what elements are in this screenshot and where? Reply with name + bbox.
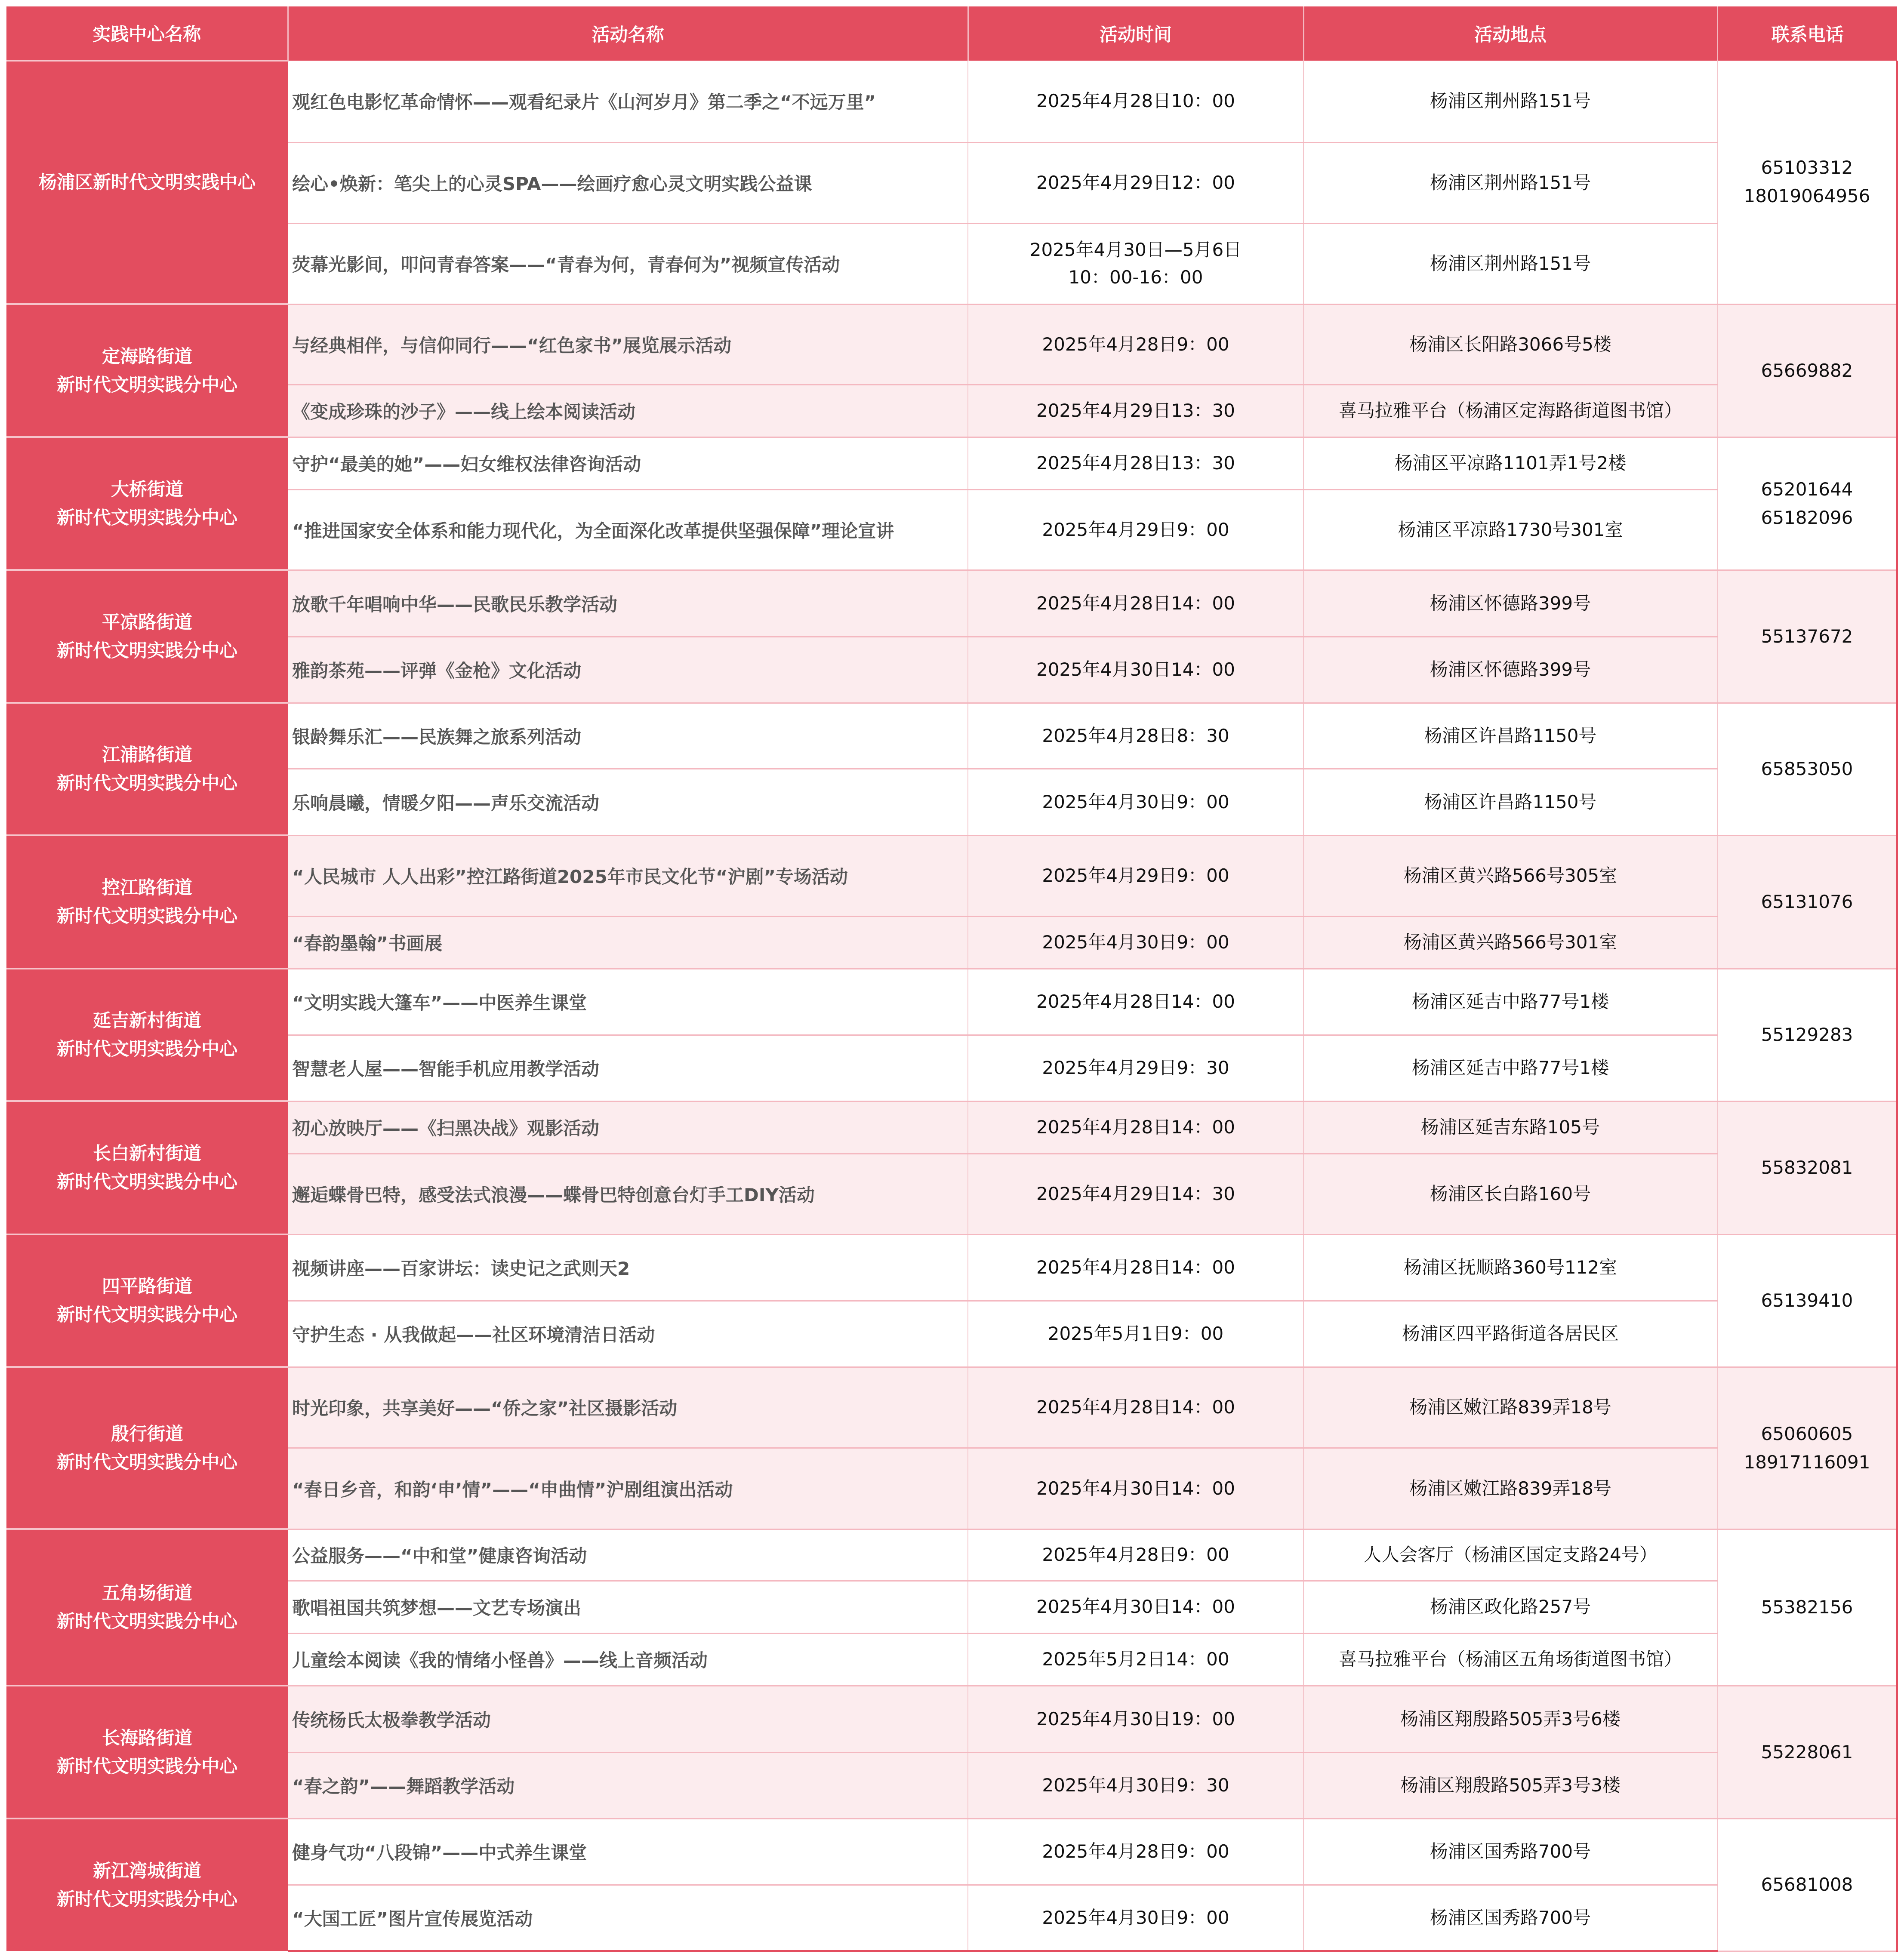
center-name-line: 定海路街道 xyxy=(102,345,192,367)
activity-schedule-table xyxy=(6,6,1898,1952)
phone-number: 65139410 xyxy=(1761,1290,1853,1311)
contact-phone xyxy=(1717,1101,1897,1234)
time-line: 2025年4月30日14：00 xyxy=(1036,1477,1235,1499)
phone-number: 55137672 xyxy=(1761,625,1853,647)
time-line: 2025年4月28日14：00 xyxy=(1036,991,1235,1012)
time-line: 2025年4月30日14：00 xyxy=(1036,1596,1235,1617)
table-row xyxy=(6,142,1897,223)
activity-location: 杨浦区延吉东路105号 xyxy=(1303,1101,1717,1154)
time-line: 2025年5月1日9：00 xyxy=(1048,1323,1224,1344)
time-line: 2025年4月28日10：00 xyxy=(1036,90,1235,112)
table-row xyxy=(6,1686,1897,1752)
activity-location: 杨浦区荆州路151号 xyxy=(1303,61,1717,142)
activity-name: 儿童绘本阅读《我的情绪小怪兽》——线上音频活动 xyxy=(288,1633,968,1686)
center-name-line: 四平路街道 xyxy=(102,1276,192,1297)
time-line: 10：00-16：00 xyxy=(1068,267,1203,288)
activity-location: 杨浦区许昌路1150号 xyxy=(1303,769,1717,835)
center-name-line: 江浦路街道 xyxy=(102,744,192,765)
activity-time xyxy=(968,570,1303,637)
center-name-line: 新时代文明实践分中心 xyxy=(56,772,237,794)
time-line: 2025年4月28日14：00 xyxy=(1036,1397,1235,1418)
activity-name: 守护“最美的她”——妇女维权法律咨询活动 xyxy=(288,437,968,489)
table-row xyxy=(6,769,1897,835)
center-name-line: 长海路街道 xyxy=(102,1727,192,1748)
center-name-line: 新时代文明实践分中心 xyxy=(56,1451,237,1473)
activity-location: 杨浦区抚顺路360号112室 xyxy=(1303,1234,1717,1301)
contact-phone xyxy=(1717,1686,1897,1819)
practice-center-name xyxy=(6,703,288,835)
phone-number: 55129283 xyxy=(1761,1024,1853,1045)
activity-location: 杨浦区平凉路1730号301室 xyxy=(1303,489,1717,570)
contact-phone xyxy=(1717,969,1897,1101)
contact-phone xyxy=(1717,437,1897,570)
table-row xyxy=(6,969,1897,1035)
practice-center-name xyxy=(6,1819,288,1951)
contact-phone xyxy=(1717,703,1897,835)
time-line: 2025年4月30日9：00 xyxy=(1042,1907,1229,1928)
time-line: 2025年4月28日13：30 xyxy=(1036,452,1235,474)
activity-name: “大国工匠”图片宣传展览活动 xyxy=(288,1885,968,1951)
activity-name: 乐响晨曦，情暖夕阳——声乐交流活动 xyxy=(288,769,968,835)
contact-phone xyxy=(1717,1529,1897,1686)
activity-time xyxy=(968,769,1303,835)
activity-name: 荧幕光影间，叩问青春答案——“青春为何，青春何为”视频宣传活动 xyxy=(288,223,968,304)
activity-name: “春韵墨翰”书画展 xyxy=(288,916,968,969)
phone-number: 65060605 xyxy=(1761,1423,1853,1444)
activity-time xyxy=(968,61,1303,142)
activity-name: 观红色电影忆革命情怀——观看纪录片《山河岁月》第二季之“不远万里” xyxy=(288,61,968,142)
activity-name: 守护生态 · 从我做起——社区环境清洁日活动 xyxy=(288,1301,968,1367)
table-row xyxy=(6,1581,1897,1633)
table-row xyxy=(6,1448,1897,1529)
table-row xyxy=(6,1154,1897,1234)
center-name-line: 新江湾城街道 xyxy=(92,1860,201,1881)
activity-name: 歌唱祖国共筑梦想——文艺专场演出 xyxy=(288,1581,968,1633)
practice-center-name xyxy=(6,1686,288,1819)
table-row xyxy=(6,1301,1897,1367)
table-row xyxy=(6,304,1897,385)
column-header-phone: 联系电话 xyxy=(1717,6,1897,61)
activity-location: 杨浦区荆州路151号 xyxy=(1303,223,1717,304)
activity-location: 喜马拉雅平台（杨浦区五角场街道图书馆） xyxy=(1303,1633,1717,1686)
activity-time xyxy=(968,1529,1303,1581)
activity-location: 喜马拉雅平台（杨浦区定海路街道图书馆） xyxy=(1303,385,1717,437)
activity-name: “推进国家安全体系和能力现代化，为全面深化改革提供坚强保障”理论宣讲 xyxy=(288,489,968,570)
phone-number: 55382156 xyxy=(1761,1597,1853,1618)
activity-name: 银龄舞乐汇——民族舞之旅系列活动 xyxy=(288,703,968,769)
activity-time xyxy=(968,969,1303,1035)
time-line: 2025年4月29日12：00 xyxy=(1036,172,1235,193)
center-name-line: 延吉新村街道 xyxy=(92,1010,201,1031)
activity-location: 杨浦区国秀路700号 xyxy=(1303,1819,1717,1885)
activity-location: 杨浦区延吉中路77号1楼 xyxy=(1303,969,1717,1035)
time-line: 2025年4月28日9：00 xyxy=(1042,333,1229,355)
practice-center-name xyxy=(6,1101,288,1234)
activity-time xyxy=(968,835,1303,916)
activity-time xyxy=(968,1448,1303,1529)
center-name-line: 长白新村街道 xyxy=(92,1143,201,1164)
table-row xyxy=(6,1885,1897,1951)
practice-center-name xyxy=(6,969,288,1101)
table-body xyxy=(6,61,1897,1951)
center-name-line: 新时代文明实践分中心 xyxy=(56,1038,237,1059)
table-row xyxy=(6,637,1897,703)
table-row xyxy=(6,223,1897,304)
center-name-line: 新时代文明实践分中心 xyxy=(56,507,237,528)
time-line: 2025年4月29日9：30 xyxy=(1042,1057,1229,1078)
time-line: 2025年4月28日9：00 xyxy=(1042,1544,1229,1565)
activity-name: 健身气功“八段锦”——中式养生课堂 xyxy=(288,1819,968,1885)
contact-phone xyxy=(1717,1819,1897,1951)
column-header-activity: 活动名称 xyxy=(288,6,968,61)
phone-number: 65103312 xyxy=(1761,157,1853,178)
column-header-center: 实践中心名称 xyxy=(6,6,288,61)
activity-time xyxy=(968,223,1303,304)
column-header-location: 活动地点 xyxy=(1303,6,1717,61)
activity-name: 《变成珍珠的沙子》——线上绘本阅读活动 xyxy=(288,385,968,437)
practice-center-name xyxy=(6,61,288,304)
table-row xyxy=(6,489,1897,570)
activity-time xyxy=(968,637,1303,703)
activity-name: “文明实践大篷车”——中医养生课堂 xyxy=(288,969,968,1035)
activity-name: 与经典相伴，与信仰同行——“红色家书”展览展示活动 xyxy=(288,304,968,385)
activity-time xyxy=(968,489,1303,570)
activity-time xyxy=(968,437,1303,489)
table-row xyxy=(6,570,1897,637)
phone-number: 65853050 xyxy=(1761,758,1853,779)
table-row xyxy=(6,916,1897,969)
activity-time xyxy=(968,1154,1303,1234)
center-name-line: 控江路街道 xyxy=(102,877,192,898)
center-name-line: 新时代文明实践分中心 xyxy=(56,1304,237,1325)
activity-time xyxy=(968,1581,1303,1633)
contact-phone xyxy=(1717,570,1897,703)
phone-number: 65182096 xyxy=(1761,507,1853,528)
practice-center-name xyxy=(6,304,288,437)
activity-location: 杨浦区国秀路700号 xyxy=(1303,1885,1717,1951)
phone-number: 55228061 xyxy=(1761,1741,1853,1763)
activity-location: 杨浦区政化路257号 xyxy=(1303,1581,1717,1633)
contact-phone xyxy=(1717,835,1897,969)
phone-number: 65201644 xyxy=(1761,478,1853,500)
practice-center-name xyxy=(6,437,288,570)
phone-number: 65131076 xyxy=(1761,891,1853,912)
activity-time xyxy=(968,1301,1303,1367)
activity-location: 杨浦区嫩江路839弄18号 xyxy=(1303,1448,1717,1529)
time-line: 2025年4月28日14：00 xyxy=(1036,1117,1235,1138)
activity-time xyxy=(968,1234,1303,1301)
time-line: 2025年4月28日14：00 xyxy=(1036,592,1235,614)
activity-location: 人人会客厅（杨浦区国定支路24号） xyxy=(1303,1529,1717,1581)
table-row xyxy=(6,61,1897,142)
time-line: 2025年4月30日14：00 xyxy=(1036,659,1235,680)
column-header-time: 活动时间 xyxy=(968,6,1303,61)
center-name-line: 新时代文明实践分中心 xyxy=(56,1889,237,1910)
activity-name: 雅韵茶苑——评弹《金枪》文化活动 xyxy=(288,637,968,703)
activity-location: 杨浦区平凉路1101弄1号2楼 xyxy=(1303,437,1717,489)
practice-center-name xyxy=(6,835,288,969)
center-name-line: 五角场街道 xyxy=(102,1582,192,1603)
table-row xyxy=(6,1752,1897,1819)
time-line: 2025年4月28日9：00 xyxy=(1042,1841,1229,1862)
time-line: 2025年4月29日9：00 xyxy=(1042,519,1229,540)
time-line: 2025年4月28日14：00 xyxy=(1036,1257,1235,1278)
time-line: 2025年5月2日14：00 xyxy=(1042,1649,1229,1670)
activity-name: “春之韵”——舞蹈教学活动 xyxy=(288,1752,968,1819)
activity-name: “人民城市 人人出彩”控江路街道2025年市民文化节“沪剧”专场活动 xyxy=(288,835,968,916)
table-row xyxy=(6,1633,1897,1686)
activity-name: “春日乡音，和韵‘申’情”——“申曲情”沪剧组演出活动 xyxy=(288,1448,968,1529)
time-line: 2025年4月30日9：00 xyxy=(1042,791,1229,812)
center-name-line: 殷行街道 xyxy=(111,1423,183,1444)
contact-phone xyxy=(1717,61,1897,304)
table-header-row xyxy=(6,6,1897,61)
center-name-line: 平凉路街道 xyxy=(102,611,192,633)
activity-time xyxy=(968,1819,1303,1885)
activity-location: 杨浦区怀德路399号 xyxy=(1303,570,1717,637)
activity-time xyxy=(968,1885,1303,1951)
activity-location: 杨浦区嫩江路839弄18号 xyxy=(1303,1367,1717,1448)
table-row xyxy=(6,1529,1897,1581)
time-line: 2025年4月29日9：00 xyxy=(1042,865,1229,886)
activity-location: 杨浦区怀德路399号 xyxy=(1303,637,1717,703)
time-line: 2025年4月29日13：30 xyxy=(1036,400,1235,421)
practice-center-name xyxy=(6,1529,288,1686)
contact-phone xyxy=(1717,304,1897,437)
time-line: 2025年4月30日9：30 xyxy=(1042,1775,1229,1796)
activity-name: 公益服务——“中和堂”健康咨询活动 xyxy=(288,1529,968,1581)
activity-name: 传统杨氏太极拳教学活动 xyxy=(288,1686,968,1752)
time-line: 2025年4月28日8：30 xyxy=(1042,725,1229,746)
contact-phone xyxy=(1717,1234,1897,1367)
activity-location: 杨浦区长阳路3066号5楼 xyxy=(1303,304,1717,385)
activity-time xyxy=(968,703,1303,769)
table-row xyxy=(6,1101,1897,1154)
phone-number: 65669882 xyxy=(1761,360,1853,381)
phone-number: 55832081 xyxy=(1761,1157,1853,1178)
activity-time xyxy=(968,304,1303,385)
table-row xyxy=(6,1819,1897,1885)
table-row xyxy=(6,703,1897,769)
time-line: 2025年4月30日—5月6日 xyxy=(1029,239,1242,260)
activity-location: 杨浦区长白路160号 xyxy=(1303,1154,1717,1234)
table-row xyxy=(6,1234,1897,1301)
center-name-line: 大桥街道 xyxy=(111,478,183,500)
center-name-line: 新时代文明实践分中心 xyxy=(56,640,237,661)
activity-name: 视频讲座——百家讲坛：读史记之武则天2 xyxy=(288,1234,968,1301)
activity-time xyxy=(968,1035,1303,1101)
phone-number: 18917116091 xyxy=(1744,1451,1870,1473)
center-name-line: 新时代文明实践分中心 xyxy=(56,374,237,395)
activity-time xyxy=(968,385,1303,437)
practice-center-name xyxy=(6,1234,288,1367)
phone-number: 65681008 xyxy=(1761,1874,1853,1895)
activity-location: 杨浦区荆州路151号 xyxy=(1303,142,1717,223)
time-line: 2025年4月29日14：30 xyxy=(1036,1183,1235,1204)
activity-location: 杨浦区延吉中路77号1楼 xyxy=(1303,1035,1717,1101)
time-line: 2025年4月30日19：00 xyxy=(1036,1708,1235,1729)
table-row xyxy=(6,437,1897,489)
activity-time xyxy=(968,1686,1303,1752)
activity-time xyxy=(968,916,1303,969)
center-name-line: 杨浦区新时代文明实践中心 xyxy=(38,172,256,193)
activity-location: 杨浦区四平路街道各居民区 xyxy=(1303,1301,1717,1367)
center-name-line: 新时代文明实践分中心 xyxy=(56,1171,237,1192)
activity-location: 杨浦区许昌路1150号 xyxy=(1303,703,1717,769)
activity-location: 杨浦区黄兴路566号305室 xyxy=(1303,835,1717,916)
activity-name: 绘心•焕新：笔尖上的心灵SPA——绘画疗愈心灵文明实践公益课 xyxy=(288,142,968,223)
time-line: 2025年4月30日9：00 xyxy=(1042,932,1229,953)
activity-name: 智慧老人屋——智能手机应用教学活动 xyxy=(288,1035,968,1101)
activity-location: 杨浦区黄兴路566号301室 xyxy=(1303,916,1717,969)
activity-time xyxy=(968,142,1303,223)
activity-time xyxy=(968,1752,1303,1819)
center-name-line: 新时代文明实践分中心 xyxy=(56,905,237,926)
table-row xyxy=(6,1035,1897,1101)
activity-location: 杨浦区翔殷路505弄3号3楼 xyxy=(1303,1752,1717,1819)
table-row xyxy=(6,1367,1897,1448)
center-name-line: 新时代文明实践分中心 xyxy=(56,1755,237,1777)
activity-location: 杨浦区翔殷路505弄3号6楼 xyxy=(1303,1686,1717,1752)
activity-time xyxy=(968,1367,1303,1448)
table-row xyxy=(6,835,1897,916)
activity-time xyxy=(968,1633,1303,1686)
contact-phone xyxy=(1717,1367,1897,1529)
practice-center-name xyxy=(6,1367,288,1529)
activity-time xyxy=(968,1101,1303,1154)
activity-name: 初心放映厅——《扫黑决战》观影活动 xyxy=(288,1101,968,1154)
practice-center-name xyxy=(6,570,288,703)
phone-number: 18019064956 xyxy=(1744,185,1870,207)
activity-name: 放歌千年唱响中华——民歌民乐教学活动 xyxy=(288,570,968,637)
activity-name: 时光印象，共享美好——“侨之家”社区摄影活动 xyxy=(288,1367,968,1448)
activity-name: 邂逅蝶骨巴特，感受法式浪漫——蝶骨巴特创意台灯手工DIY活动 xyxy=(288,1154,968,1234)
center-name-line: 新时代文明实践分中心 xyxy=(56,1611,237,1632)
table-row xyxy=(6,385,1897,437)
